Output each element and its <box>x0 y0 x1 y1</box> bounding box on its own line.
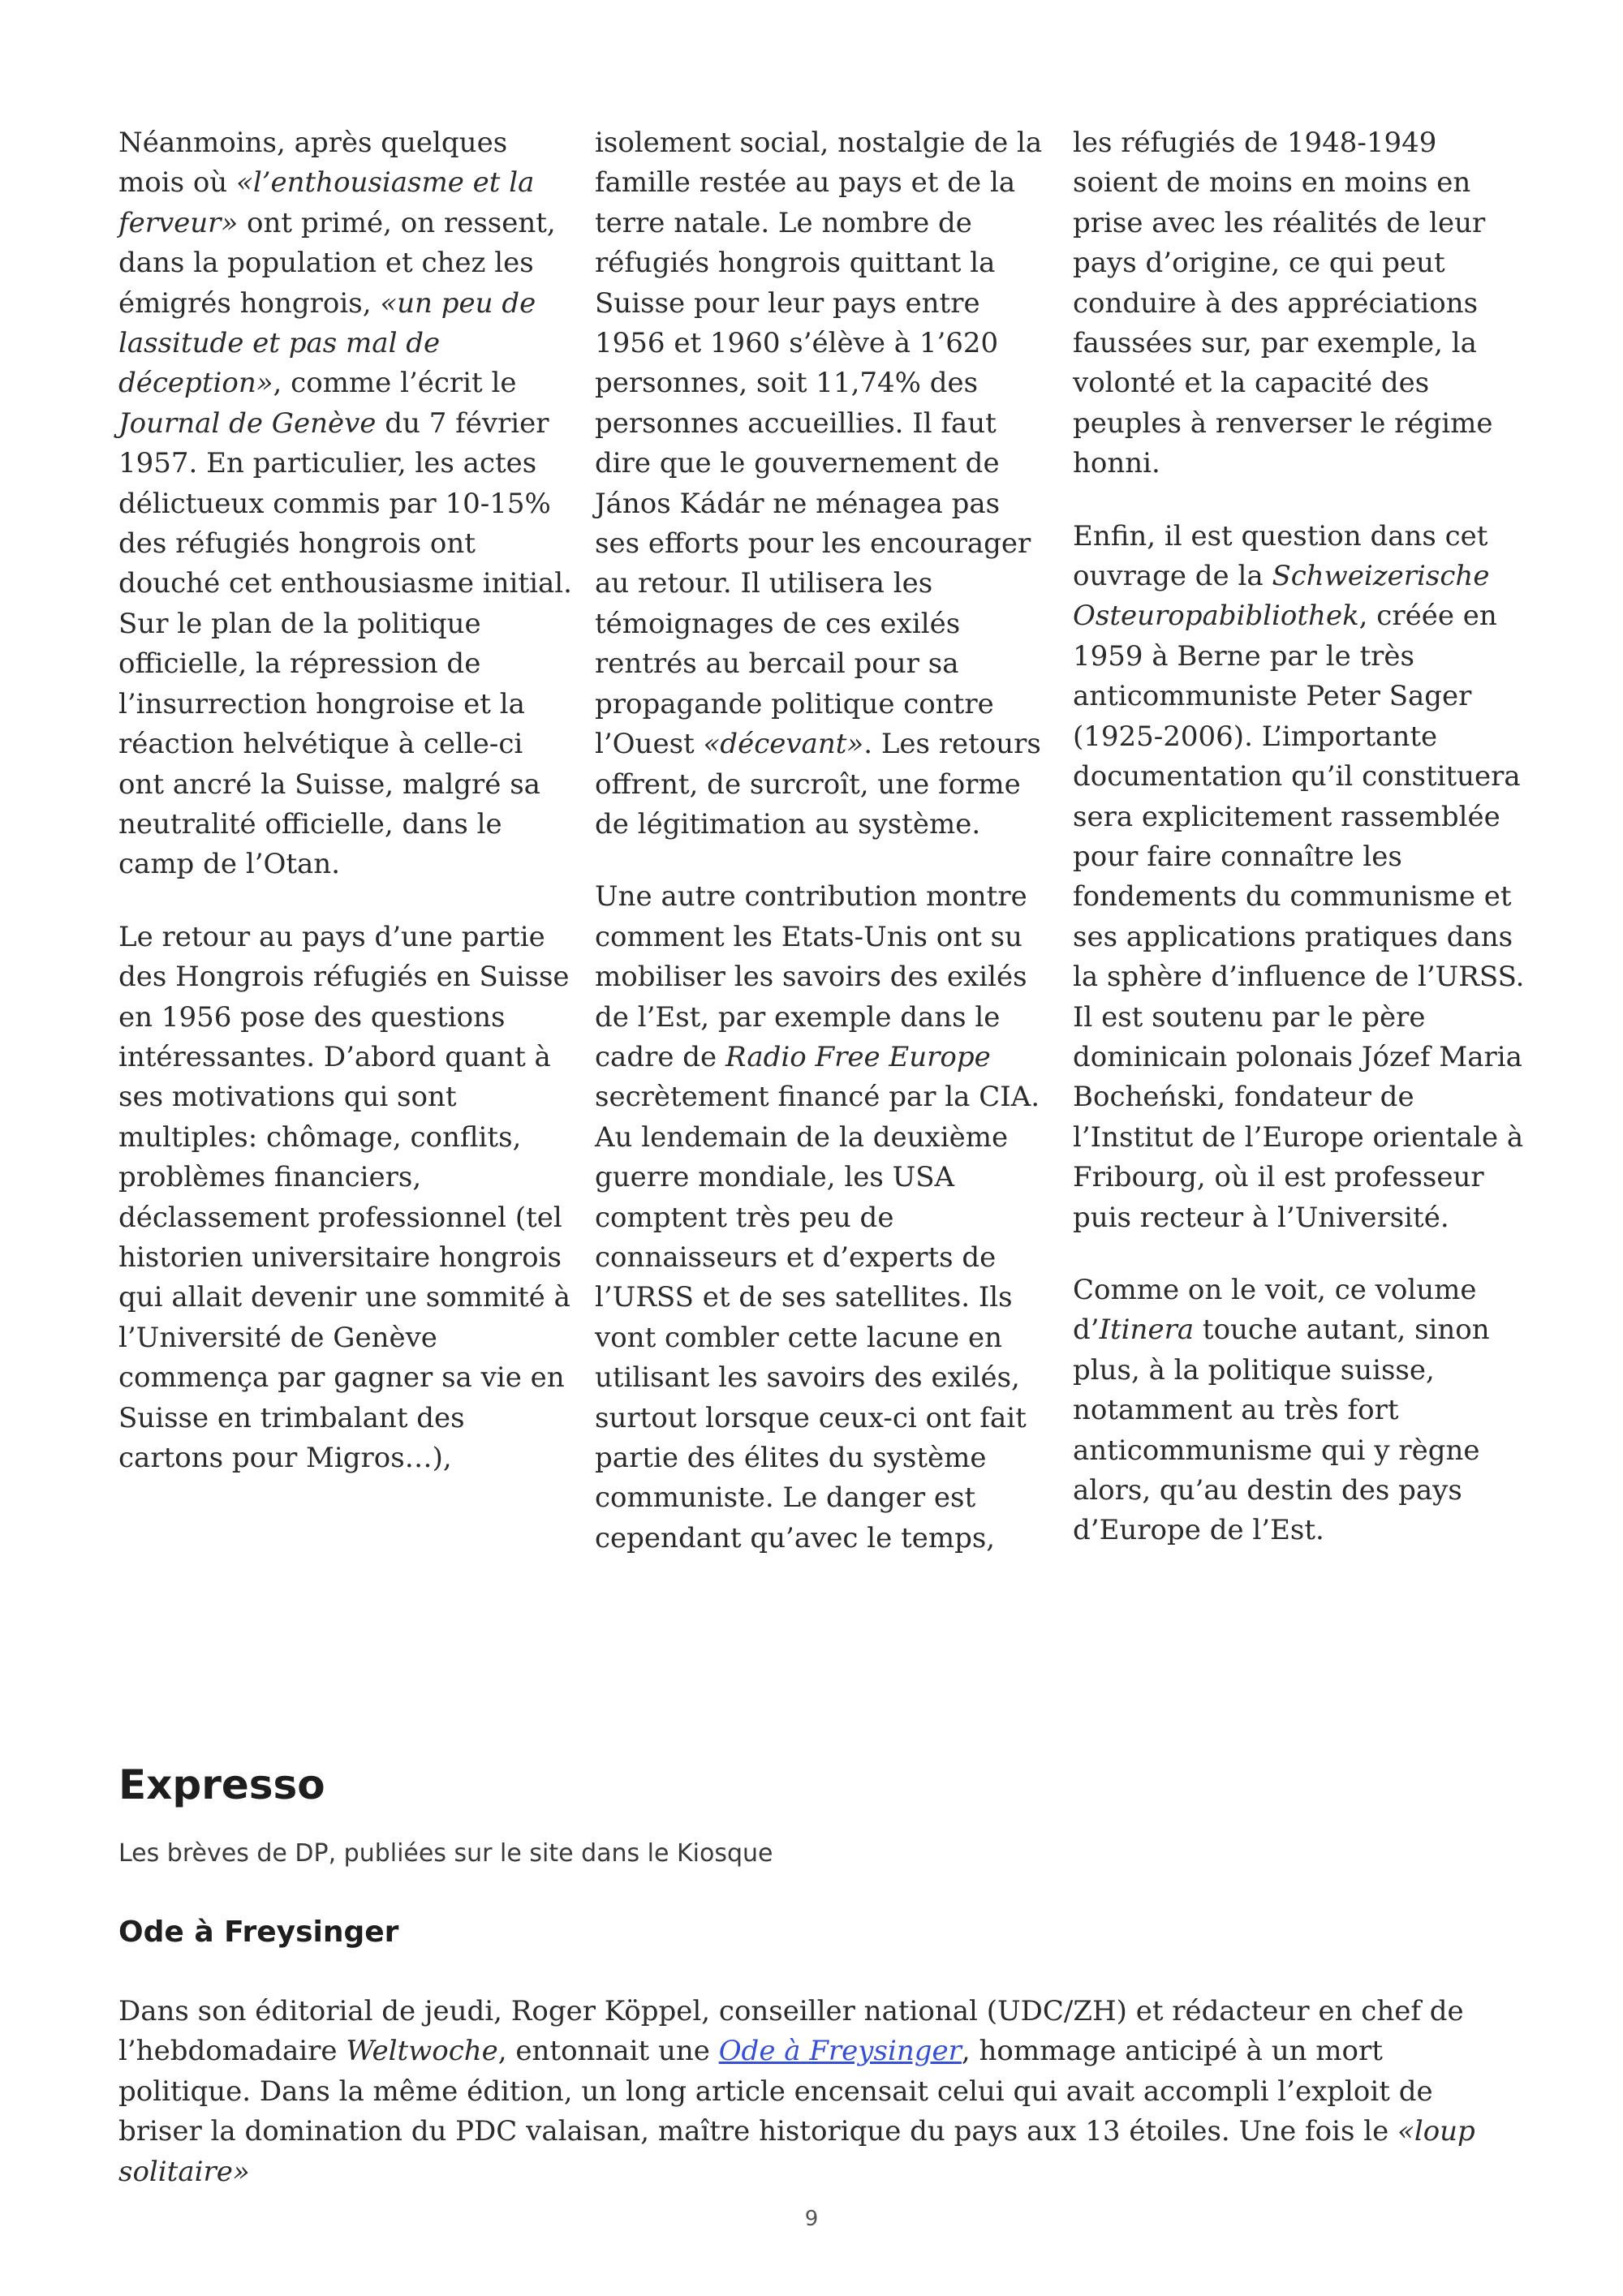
paragraph: isolement social, nostalgie de la famille restée au pays et de la terre natale. Le nombre de réfugiés hongrois quittant la Suisse pour leur pays entre 1956 et 1960 s’élève à 1’620 personnes, soit 11,74% des personnes accueillies. Il faut dire que le gouvernement de János Kádár ne ménagea pas ses efforts pour les encourager au retour. Il utilisera les témoignages de ces exilés rentrés au bercail pour sa propagande politique contre l’Ouest «décevant». Les retours offrent, de surcroît, une forme de légitimation au système. <box>595 127 1043 841</box>
article-title: Ode à Freysinger <box>118 1915 399 1949</box>
paragraph: Une autre contribution montre comment les Etats-Unis ont su mobiliser les savoirs des exilés de l’Est, par exemple dans le cadre de Radio Free Europe secrètement financé par la CIA. Au lendemain de la deuxième guerre mondiale, les USA comptent très peu de connaisseurs et d’experts de l’URSS et de ses satellites. Ils vont combler cette lacune en utilisant les savoirs des exilés, surtout lorsque ceux-ci ont fait partie des élites du système communiste. Le danger est cependant qu’avec le temps, <box>595 880 1040 1554</box>
section-subtitle: Les brèves de DP, publiées sur le site dans le Kiosque <box>118 1839 773 1868</box>
article-body: Dans son éditorial de jeudi, Roger Köppel, conseiller national (UDC/ZH) et rédacteur en chef de l’hebdomadaire Weltwoche, entonnait une Ode à Freysinger, hommage anticipé à un mort politique. Dans la même édition, un long article encensait celui qui avait accompli l’exploit de briser la domination du PDC valaisan, maître historique du pays aux 13 étoiles. Une fois le «loup solitaire» <box>118 1995 1475 2188</box>
paragraph: les réfugiés de 1948-1949 soient de moins en moins en prise avec les réalités de leur pays d’origine, ce qui peut conduire à des appréciations faussées sur, par exemple, la volonté et la capacité des peuples à renverser le régime honni. <box>1073 127 1493 480</box>
column-3 <box>1073 123 1527 1551</box>
section-title: Expresso <box>118 1761 325 1808</box>
paragraph: Le retour au pays d’une partie des Hongrois réfugiés en Suisse en 1956 pose des questions intéressantes. D’abord quant à ses motivations qui sont multiples: chômage, conflits, problèmes financiers, déclassement professionnel (tel historien universitaire hongrois qui allait devenir une sommité à l’Université de Genève commença par gagner sa vie en Suisse en trimbalant des cartons pour Migros…), <box>118 920 570 1474</box>
paragraph: Enfin, il est question dans cet ouvrage de la Schweizerische Osteuropabibliothek, créée en 1959 à Berne par le très anticommuniste Peter Sager (1925-2006). L’importante documentation qu’il constituera sera explicitement rassemblée pour faire connaître les fondements du communisme et ses applications pratiques dans la sphère d’influence de l’URSS. Il est soutenu par le père dominicain polonais Józef Maria Bocheński, fondateur de l’Institut de l’Europe orientale à Fribourg, où il est professeur puis recteur à l’Université. <box>1073 519 1525 1234</box>
column-1 <box>118 123 573 1478</box>
expresso-section <box>118 1756 1514 2192</box>
column-2 <box>595 123 1049 1559</box>
page-number: 9 <box>804 2207 819 2231</box>
paragraph: Comme on le voit, ce volume d’Itinera touche autant, sinon plus, à la politique suisse, notamment au très fort anticommunisme qui y règne alors, qu’au destin des pays d’Europe de l’Est. <box>1073 1273 1490 1547</box>
ode-link[interactable]: Ode à Freysinger <box>718 2035 962 2068</box>
paragraph: Néanmoins, après quelques mois où «l’enthousiasme et la ferveur» ont primé, on ressent, dans la population et chez les émigrés hongrois, «un peu de lassitude et pas mal de déception», comme l’écrit le Journal de Genève du 7 février 1957. En particulier, les actes délictueux commis par 10-15% des réfugiés hongrois ont douché cet enthousiasme initial. Sur le plan de la politique officielle, la répression de l’insurrection hongroise et la réaction helvétique à celle-ci ont ancré la Suisse, malgré sa neutralité officielle, dans le camp de l’Otan. <box>118 127 572 881</box>
